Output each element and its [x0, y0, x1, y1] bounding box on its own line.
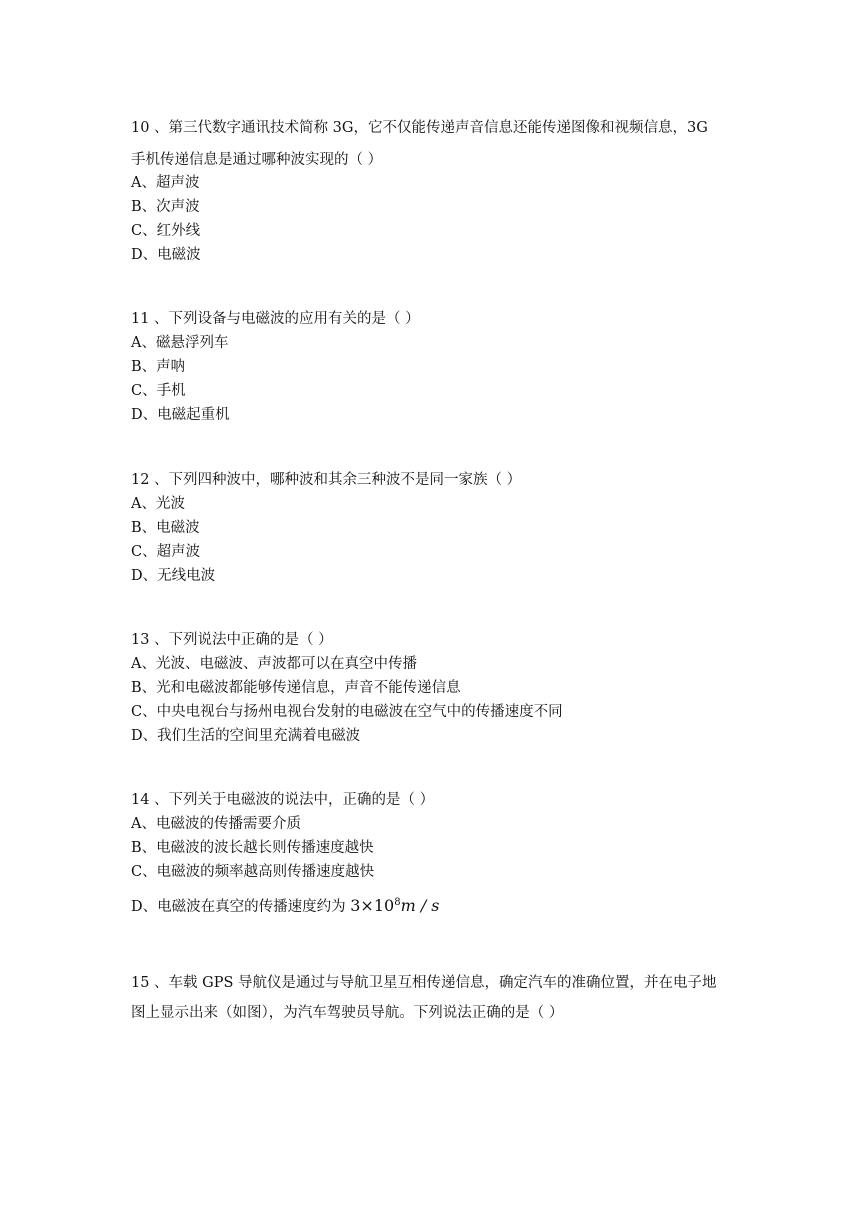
- question-13-option-a: A、光波、电磁波、声波都可以在真空中传播: [131, 656, 417, 672]
- formula-unit: m / s: [400, 896, 440, 915]
- question-12-stem: 12 、下列四种波中，哪种波和其余三种波不是同一家族（ ）: [131, 472, 522, 488]
- question-10-stem-line-1: 10 、第三代数字通讯技术简称 3G，它不仅能传递声音信息还能传递图像和视频信息，3G: [131, 120, 708, 136]
- speed-of-light-formula: [350, 896, 439, 915]
- formula-coefficient: 3×10: [350, 896, 395, 915]
- question-10-option-b: B、次声波: [131, 199, 200, 215]
- question-12-option-a: A、光波: [131, 496, 185, 512]
- question-13-option-c: C、中央电视台与扬州电视台发射的电磁波在空气中的传播速度不同: [131, 704, 563, 720]
- question-14-stem: 14 、下列关于电磁波的说法中，正确的是（ ）: [131, 792, 435, 808]
- question-10-option-c: C、红外线: [131, 223, 201, 239]
- question-13-option-d: D、我们生活的空间里充满着电磁波: [131, 728, 361, 744]
- question-11-option-a: A、磁悬浮列车: [131, 335, 229, 351]
- question-13-option-b: B、光和电磁波都能够传递信息，声音不能传递信息: [131, 680, 461, 696]
- question-12-option-d: D、无线电波: [131, 568, 216, 584]
- question-12-option-c: C、超声波: [131, 544, 201, 560]
- question-12-option-b: B、电磁波: [131, 520, 200, 536]
- question-14-option-d: [131, 896, 440, 917]
- question-11-option-d: D、电磁起重机: [131, 407, 230, 423]
- question-10-stem-line-2: 手机传递信息是通过哪种波实现的（ ）: [131, 152, 383, 168]
- formula-exponent: 8: [394, 897, 401, 908]
- question-11-stem: 11 、下列设备与电磁波的应用有关的是（ ）: [131, 311, 420, 327]
- question-13-stem: 13 、下列说法中正确的是（ ）: [131, 632, 333, 648]
- question-14-option-d-text: D、电磁波在真空的传播速度约为: [131, 899, 346, 915]
- question-15-stem-line-1: 15 、车载 GPS 导航仪是通过与导航卫星互相传递信息，确定汽车的准确位置，并在电子地: [131, 975, 717, 991]
- question-10-option-d: D、电磁波: [131, 247, 201, 263]
- question-15-stem-line-2: 图上显示出来（如图），为汽车驾驶员导航。下列说法正确的是（ ）: [131, 1005, 564, 1021]
- question-14-option-a: A、电磁波的传播需要介质: [131, 816, 301, 832]
- question-11-option-b: B、声呐: [131, 359, 186, 375]
- question-10-option-a: A、超声波: [131, 175, 200, 191]
- question-11-option-c: C、手机: [131, 383, 186, 399]
- question-14-option-c: C、电磁波的频率越高则传播速度越快: [131, 864, 375, 880]
- question-14-option-b: B、电磁波的波长越长则传播速度越快: [131, 840, 374, 856]
